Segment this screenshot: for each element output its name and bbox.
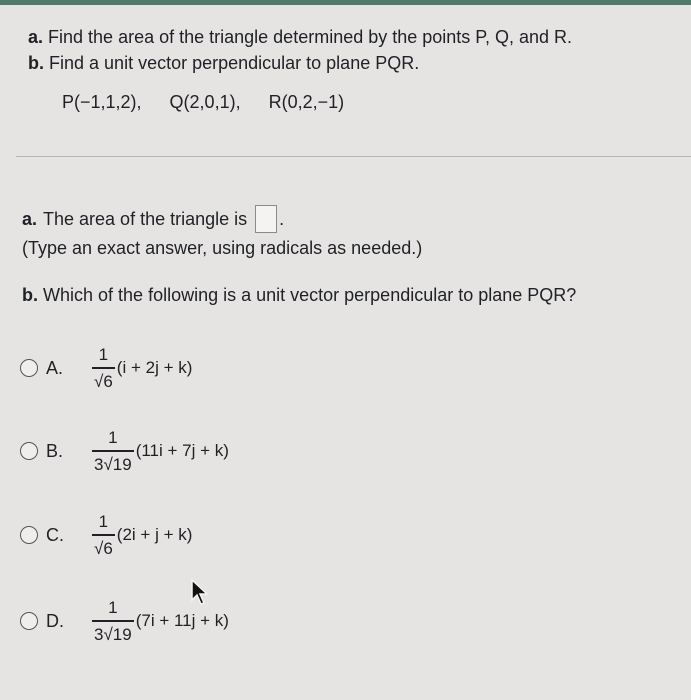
choice-vector: (2i + j + k) [116, 525, 193, 545]
question-a [22, 205, 284, 233]
problem-part-b [28, 50, 668, 76]
fraction-bar [92, 367, 115, 369]
fraction [92, 428, 134, 475]
fraction [92, 598, 134, 645]
choice-vector: (i + 2j + k) [116, 358, 193, 378]
question-a-label: a. [22, 208, 38, 229]
part-b-text: Find a unit vector perpendicular to plane PQR. [49, 53, 420, 73]
fraction-numerator: 1 [98, 345, 109, 364]
fraction-denominator: 3√19 [94, 454, 132, 474]
area-answer-input[interactable] [255, 205, 277, 233]
sentence-period: . [279, 208, 285, 229]
fraction [92, 345, 115, 392]
part-a-text: Find the area of the triangle determined by the points P, Q, and R. [48, 27, 573, 47]
fraction-denominator: √6 [94, 371, 113, 391]
point-q: Q(2,0,1), [169, 92, 241, 112]
radio-button-icon[interactable] [20, 612, 38, 630]
choice-vector: (11i + 7j + k) [135, 441, 229, 461]
mouse-pointer-icon [190, 578, 212, 606]
choice-letter: D. [46, 610, 64, 631]
question-b-label: b. [22, 285, 38, 305]
problem-part-a [28, 24, 668, 50]
fraction-bar [92, 534, 115, 536]
choice-c[interactable] [20, 512, 192, 559]
choice-letter: A. [46, 357, 64, 378]
top-accent-bar [0, 0, 691, 5]
question-a-text: The area of the triangle is [43, 208, 248, 229]
section-divider [16, 156, 691, 157]
choice-a[interactable] [20, 345, 192, 392]
radio-button-icon[interactable] [20, 359, 38, 377]
fraction-bar [92, 450, 134, 452]
fraction-denominator: √6 [94, 538, 113, 558]
question-b [22, 285, 576, 306]
point-p: P(−1,1,2), [62, 92, 142, 112]
problem-statement [28, 24, 668, 76]
radio-button-icon[interactable] [20, 526, 38, 544]
points-list [62, 92, 344, 113]
choice-letter: B. [46, 440, 64, 461]
question-b-text: Which of the following is a unit vector perpendicular to plane PQR? [43, 285, 577, 305]
fraction [92, 512, 115, 559]
fraction-denominator: 3√19 [94, 624, 132, 644]
radio-button-icon[interactable] [20, 442, 38, 460]
fraction-numerator: 1 [98, 512, 109, 531]
choice-vector: (7i + 11j + k) [135, 611, 229, 631]
fraction-numerator: 1 [108, 598, 118, 617]
fraction-numerator: 1 [108, 428, 118, 447]
choice-b[interactable] [20, 428, 229, 475]
point-r: R(0,2,−1) [268, 92, 345, 112]
choice-letter: C. [46, 524, 64, 545]
answer-hint: (Type an exact answer, using radicals as needed.) [22, 238, 423, 258]
fraction-bar [92, 620, 134, 622]
part-b-label: b. [28, 53, 44, 73]
part-a-label: a. [28, 27, 44, 47]
